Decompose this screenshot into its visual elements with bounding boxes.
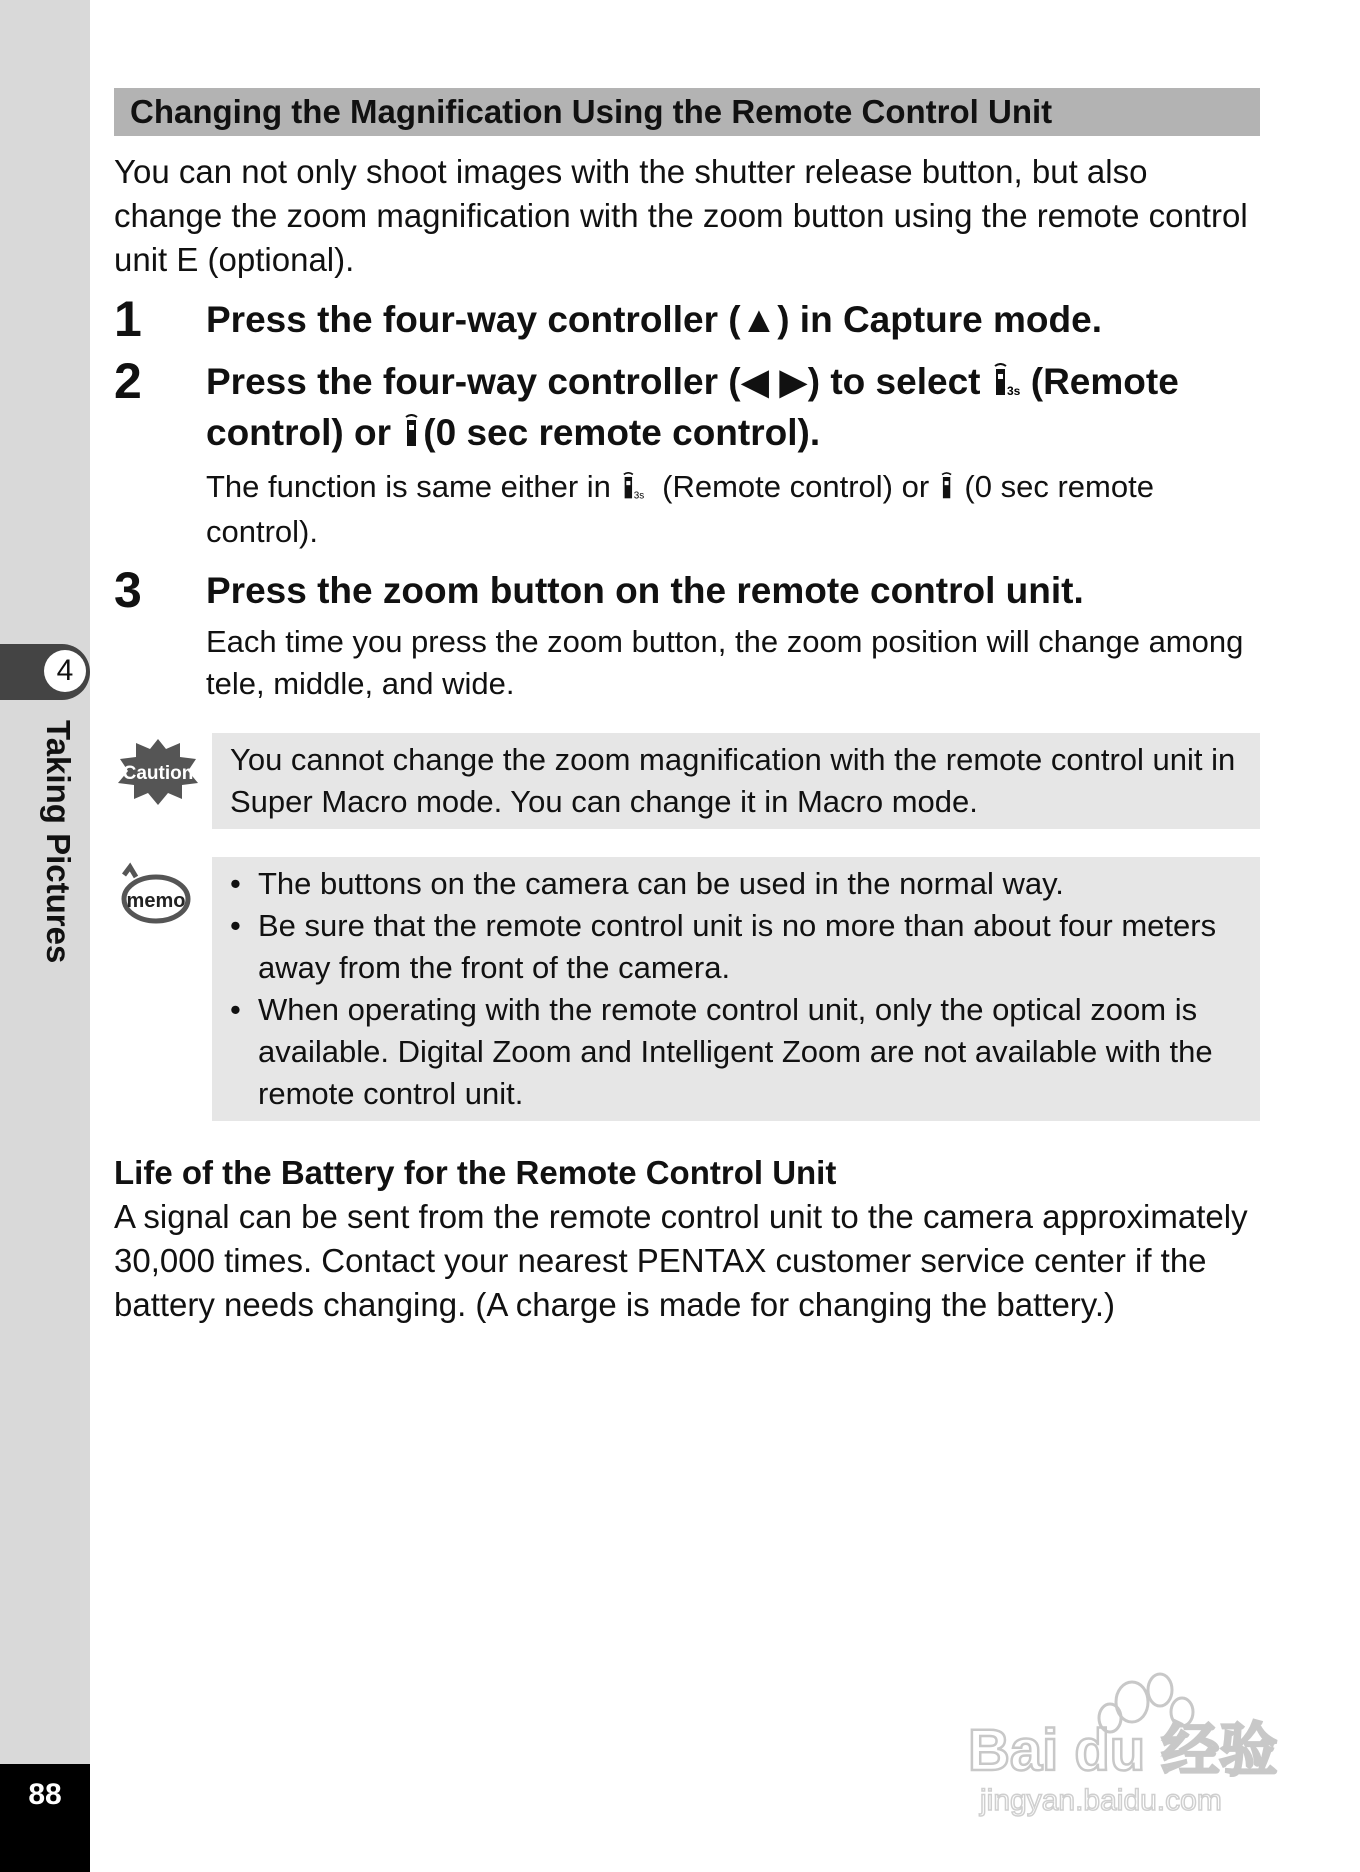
step-title-part: (0 sec remote control). bbox=[423, 412, 821, 453]
step-title: Press the zoom button on the remote control unit. bbox=[206, 570, 1084, 611]
step-1 bbox=[114, 291, 1260, 347]
caution-note bbox=[114, 733, 1260, 829]
step-number: 3 bbox=[114, 562, 142, 618]
memo-item: • Be sure that the remote control unit is no more than about four meters away from the front of the camera. bbox=[230, 905, 1242, 989]
step-2 bbox=[114, 353, 1260, 553]
watermark-logo-icon bbox=[960, 1660, 1290, 1820]
baidu-watermark bbox=[960, 1660, 1290, 1820]
step-title bbox=[206, 358, 1260, 460]
chapter-title: Taking Pictures bbox=[40, 720, 77, 964]
memo-item: • When operating with the remote control unit, only the optical zoom is available. Digital Zoom and Intelligent Zoom are not available with the remote control unit. bbox=[230, 989, 1242, 1115]
memo-item: • The buttons on the camera can be used in the normal way. bbox=[230, 863, 1242, 905]
step-title: Press the four-way controller (▲) in Capture mode. bbox=[206, 299, 1102, 340]
step-body-part: (0 sec remote control). bbox=[206, 469, 1154, 549]
step-number: 1 bbox=[114, 291, 142, 347]
battery-text: A signal can be sent from the remote control unit to the camera approximately 30,000 times. Contact your nearest PENTAX customer service center if the battery needs changing. (A charge is made for changing the battery.) bbox=[114, 1198, 1248, 1323]
section-title: Changing the Magnification Using the Remote Control Unit bbox=[114, 88, 1260, 136]
step-title-part: Press the four-way controller (◀ ▶) to select bbox=[206, 361, 991, 402]
remote-3s-icon bbox=[991, 361, 1031, 409]
step-number: 2 bbox=[114, 353, 142, 409]
memo-icon bbox=[116, 861, 192, 930]
remote-icon bbox=[401, 412, 423, 460]
page-content bbox=[114, 88, 1260, 1327]
step-3 bbox=[114, 562, 1260, 705]
section-intro: You can not only shoot images with the shutter release button, but also change the zoom magnification with the zoom button using the remote control unit E (optional). bbox=[114, 153, 1248, 278]
caution-text: You cannot change the zoom magnification with the remote control unit in Super Macro mode. You can change it in Macro mode. bbox=[212, 733, 1260, 829]
svg-text:Bai du 经验: Bai du 经验 bbox=[968, 1718, 1278, 1783]
svg-text:memo: memo bbox=[126, 890, 186, 912]
step-body bbox=[206, 466, 1260, 553]
svg-text:3s: 3s bbox=[1006, 384, 1021, 397]
step-body-part: The function is same either in bbox=[206, 469, 620, 504]
page-number: 88 bbox=[28, 1778, 62, 1811]
memo-list bbox=[230, 863, 1242, 1115]
svg-text:3s: 3s bbox=[633, 490, 644, 500]
svg-text:Caution: Caution bbox=[122, 763, 194, 784]
caution-icon bbox=[116, 737, 200, 812]
step-body-part: (Remote control) or bbox=[653, 469, 938, 504]
step-title-part: (Remote control) or bbox=[206, 361, 1179, 453]
remote-icon bbox=[938, 469, 956, 511]
memo-box bbox=[212, 857, 1260, 1121]
memo-note bbox=[114, 857, 1260, 1121]
step-body: Each time you press the zoom button, the zoom position will change among tele, middle, and wide. bbox=[206, 624, 1244, 701]
remote-3s-icon bbox=[620, 469, 654, 511]
battery-heading: Life of the Battery for the Remote Control Unit bbox=[114, 1154, 837, 1191]
chapter-number: 4 bbox=[44, 650, 86, 692]
svg-text:jingyan.baidu.com: jingyan.baidu.com bbox=[980, 1784, 1222, 1817]
